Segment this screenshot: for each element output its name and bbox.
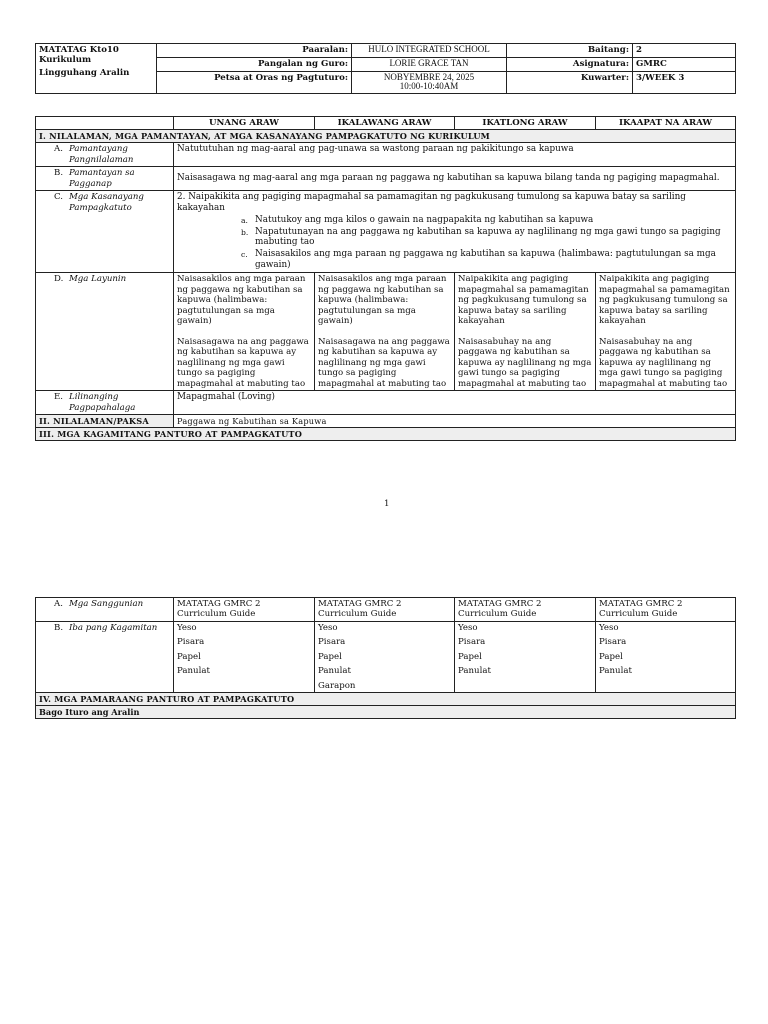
section-row	[36, 130, 736, 143]
goal-text: Napatutunayan na ang paggawa ng kabutihan sa kapuwa ay naglilinang ng mga gawi tungo sa pagiging mabuting tao	[255, 226, 721, 248]
material-item: Panulat	[599, 666, 632, 677]
objective-day-2-para-1: Naisasakilos ang mga paraan ng paggawa ng kabutihan sa kapuwa (halimbawa: pagtutulungan sa mga gawain)	[318, 274, 447, 327]
objective-day-3-para-1: Naipakikita ang pagiging mapagmahal sa pamamagitan ng pagkukusang tumulong sa kapuwa batay sa sariling kakayahan	[458, 274, 589, 327]
objective-day-4	[596, 273, 736, 391]
section-3-title: III. MGA KAGAMITANG PANTURO AT PAMPAGKATUTO	[36, 428, 736, 441]
quarter-value: 3/WEEK 3	[633, 72, 736, 94]
references-day-4	[596, 598, 736, 622]
subject-label: Asignatura:	[507, 58, 633, 72]
date-value-line1: NOBYEMBRE 24, 2025	[383, 72, 475, 82]
reference-line2: Curriculum Guide	[177, 609, 256, 620]
section-1-title: I. NILALAMAN, MGA PAMANTAYAN, AT MGA KASANAYANG PAMPAGKATUTO NG KURIKULUM	[36, 130, 736, 143]
values-integration: Mapagmahal (Loving)	[174, 391, 736, 415]
performance-standard: Naisasagawa ng mag-aaral ang mga paraan ng paggawa ng kabutihan sa kapuwa bilang tanda ng pagiging mapagmahal.	[174, 167, 736, 191]
goal-letter: a.	[241, 215, 248, 225]
reference-line1: MATATAG GMRC 2	[599, 599, 683, 609]
subject-value: GMRC	[633, 58, 736, 72]
materials-day-2	[315, 621, 455, 692]
materials-table	[35, 597, 736, 719]
goal-item	[241, 227, 732, 248]
material-item: Papel	[318, 651, 342, 662]
goal-text: Naisasakilos ang mga paraan ng paggawa ng kabutihan sa kapuwa (halimbawa: pagtutulungan sa mga gawain)	[255, 249, 716, 270]
row-c-label-line1: Mga Kasanayang	[69, 192, 144, 203]
material-item: Yeso	[318, 622, 338, 633]
material-item: Papel	[177, 651, 201, 662]
row-b-label	[36, 167, 174, 191]
row-e-label-line2: Pagpapahalaga	[69, 402, 136, 413]
competency-text: 2. Naipakikita ang pagiging mapagmahal sa pamamagitan ng pagkukusang tumulong sa kapuwa batay sa sariling kakayahan	[177, 192, 686, 214]
day-header-3: IKATLONG ARAW	[455, 117, 596, 130]
curriculum-line3: Lingguhang Aralin	[39, 67, 130, 78]
objective-day-2-para-2: Naisasagawa na ang paggawa ng kabutihan sa kapuwa ay naglilinang ng mga gawi tungo sa pagiging mapagmahal at mabuting tao	[318, 336, 450, 389]
curriculum-line1: MATATAG Kto10	[39, 45, 119, 55]
row-a-label-line1: Pamantayang	[69, 144, 128, 155]
references-label	[36, 598, 174, 622]
teacher-label: Pangalan ng Guro:	[157, 58, 352, 72]
row-a-letter: A.	[54, 144, 63, 155]
curriculum-line2: Kurikulum	[39, 55, 92, 66]
other-materials-label	[36, 621, 174, 692]
material-item: Pisara	[458, 637, 486, 648]
row-d-label-line1: Mga Layunin	[69, 274, 127, 285]
reference-line1: MATATAG GMRC 2	[458, 599, 542, 609]
day-header-2: IKALAWANG ARAW	[315, 117, 455, 130]
objective-day-4-para-2: Naisasabuhay na ang paggawa ng kabutihan sa kapuwa ay naglilinang ng mga gawi tungo sa pagiging mapagmahal at mabuting tao	[599, 336, 728, 389]
reference-line2: Curriculum Guide	[458, 609, 537, 620]
teacher-value: LORIE GRACE TAN	[352, 58, 507, 72]
day-header-1: UNANG ARAW	[174, 117, 315, 130]
other-materials-row	[36, 621, 736, 692]
row-b-label-line2: Pagganap	[69, 178, 112, 189]
material-item: Pisara	[177, 637, 205, 648]
other-materials-label-text: Iba pang Kagamitan	[69, 622, 158, 633]
date-value-line2: 10:00-10:40AM	[399, 81, 459, 92]
row-e-letter: E.	[54, 392, 64, 403]
row-d-label	[36, 273, 174, 391]
row-a-label-line2: Pangnilalaman	[69, 154, 134, 165]
goal-letter: b.	[241, 227, 249, 237]
objective-day-1	[174, 273, 315, 391]
section-row	[36, 706, 736, 719]
grade-value: 2	[633, 44, 736, 58]
material-item: Panulat	[318, 666, 351, 677]
date-label: Petsa at Oras ng Pagtuturo:	[157, 72, 352, 94]
grade-label: Baitang:	[507, 44, 633, 58]
day-header-4: IKAAPAT NA ARAW	[596, 117, 736, 130]
material-item: Papel	[599, 651, 623, 662]
lesson-table	[35, 116, 736, 441]
row-b	[36, 167, 736, 191]
row-c	[36, 191, 736, 273]
material-item: Yeso	[599, 622, 619, 633]
section-2-topic: Paggawa ng Kabutihan sa Kapuwa	[174, 415, 736, 428]
row-e-label-line1: Lilinanging	[69, 392, 119, 403]
header-table	[35, 43, 736, 94]
other-materials-letter: B.	[54, 622, 64, 633]
references-letter: A.	[54, 599, 63, 609]
school-label: Paaralan:	[157, 44, 352, 58]
objective-day-1-para-2: Naisasagawa na ang paggawa ng kabutihan sa kapuwa ay naglilinang ng mga gawi tungo sa pagiging mapagmahal at mabuting tao	[177, 336, 309, 389]
references-label-text: Mga Sanggunian	[69, 599, 144, 609]
row-b-letter: B.	[54, 168, 64, 179]
references-day-2	[315, 598, 455, 622]
empty-corner-cell	[36, 117, 174, 130]
page-number: 1	[384, 499, 390, 509]
references-day-1	[174, 598, 315, 622]
quarter-label: Kuwarter:	[507, 72, 633, 94]
section-2-title: II. NILALAMAN/PAKSA	[36, 415, 174, 428]
date-value	[352, 72, 507, 94]
curriculum-cell	[36, 44, 157, 94]
content-standard: Natututuhan ng mag-aaral ang pag-unawa sa wastong paraan ng pakikitungo sa kapuwa	[174, 143, 736, 167]
objective-day-2	[315, 273, 455, 391]
material-item: Pisara	[318, 637, 346, 648]
row-a-label	[36, 143, 174, 167]
material-item: Panulat	[458, 666, 491, 677]
material-item: Garapon	[318, 680, 356, 691]
row-c-label	[36, 191, 174, 273]
section-row	[36, 428, 736, 441]
row-c-label-line2: Pampagkatuto	[69, 202, 132, 213]
row-e	[36, 391, 736, 415]
row-d	[36, 273, 736, 391]
goal-item	[241, 215, 732, 226]
row-a	[36, 143, 736, 167]
reference-line1: MATATAG GMRC 2	[318, 599, 402, 609]
row-c-letter: C.	[54, 192, 64, 203]
material-item: Panulat	[177, 666, 210, 677]
material-item: Yeso	[177, 622, 197, 633]
learning-competency	[174, 191, 736, 273]
row-b-label-line1: Pamantayan sa	[69, 168, 135, 179]
day-header-row	[36, 117, 736, 130]
objective-day-4-para-1: Naipakikita ang pagiging mapagmahal sa pamamagitan ng pagkukusang tumulong sa kapuwa batay sa sariling kakayahan	[599, 274, 730, 327]
section-row	[36, 693, 736, 706]
materials-day-3	[455, 621, 596, 692]
reference-line2: Curriculum Guide	[599, 609, 678, 620]
goal-item	[241, 249, 732, 270]
row-e-label	[36, 391, 174, 415]
objective-day-3	[455, 273, 596, 391]
materials-day-4	[596, 621, 736, 692]
goal-text: Natutukoy ang mga kilos o gawain na nagpapakita ng kabutihan sa kapuwa	[255, 214, 594, 225]
material-item: Yeso	[458, 622, 478, 633]
materials-day-1	[174, 621, 315, 692]
references-day-3	[455, 598, 596, 622]
section-4-subtitle: Bago Ituro ang Aralin	[36, 706, 736, 719]
references-row	[36, 598, 736, 622]
goal-letter: c.	[241, 250, 248, 260]
reference-line2: Curriculum Guide	[318, 609, 397, 620]
section-row	[36, 415, 736, 428]
section-4-title: IV. MGA PAMARAANG PANTURO AT PAMPAGKATUTO	[36, 693, 736, 706]
reference-line1: MATATAG GMRC 2	[177, 599, 261, 609]
row-d-letter: D.	[54, 274, 64, 285]
material-item: Pisara	[599, 637, 627, 648]
objective-day-3-para-2: Naisasabuhay na ang paggawa ng kabutihan sa kapuwa ay naglilinang ng mga gawi tungo sa pagiging mapagmahal at mabuting tao	[458, 336, 592, 389]
material-item: Papel	[458, 651, 482, 662]
objective-day-1-para-1: Naisasakilos ang mga paraan ng paggawa ng kabutihan sa kapuwa (halimbawa: pagtutulungan sa mga gawain)	[177, 274, 306, 327]
school-value: HULO INTEGRATED SCHOOL	[352, 44, 507, 58]
competency-goals	[177, 215, 732, 271]
